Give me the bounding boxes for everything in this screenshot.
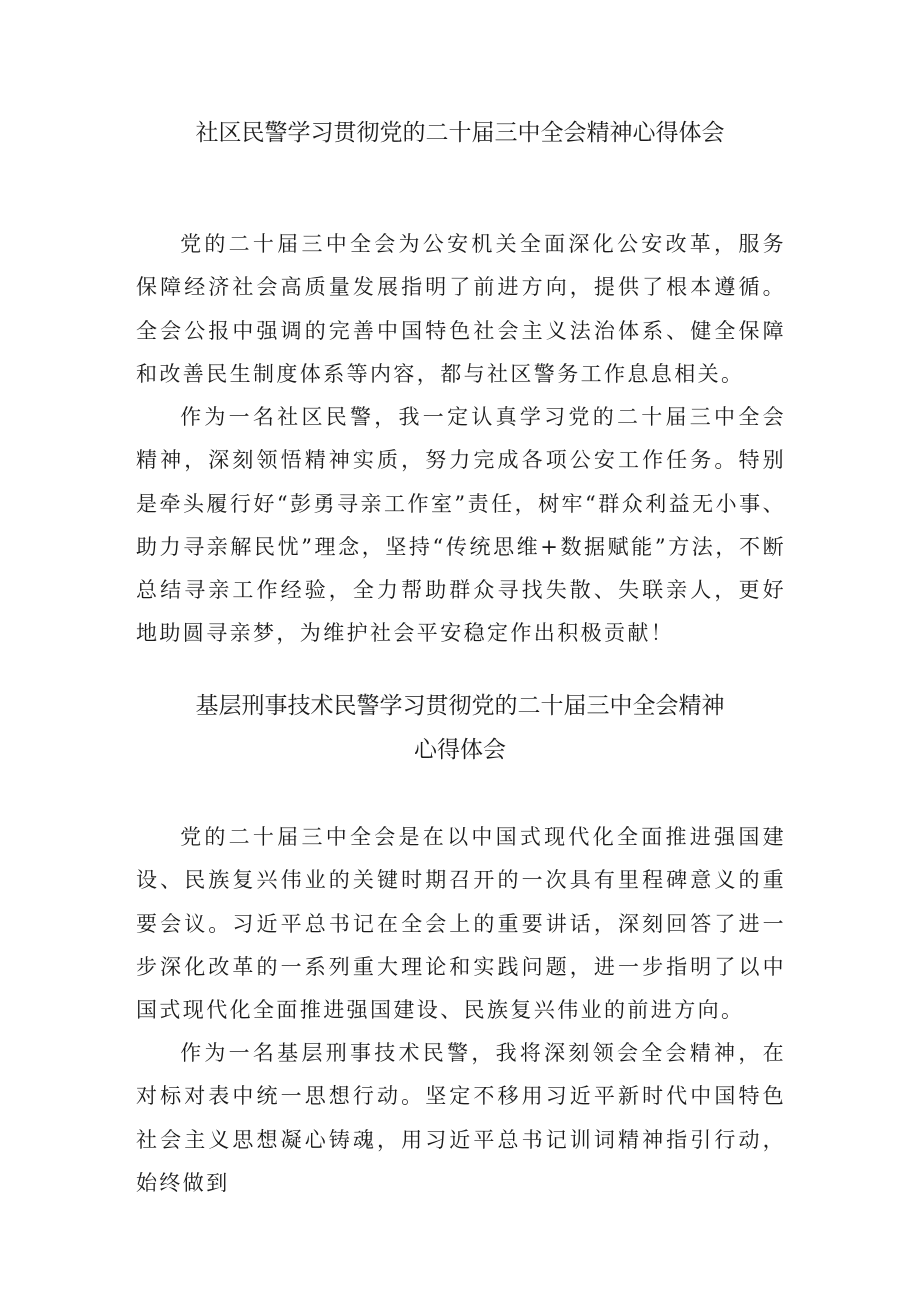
article2-title-line1: 基层刑事技术民警学习贯彻党的二十届三中全会精神 [195, 693, 725, 719]
article2-title-line2: 心得体会 [414, 737, 506, 763]
article1-paragraph-1: 党的二十届三中全会为公安机关全面深化公安改革，服务保障经济社会高质量发展指明了前进方向，提供了根本遵循。全会公报中强调的完善中国特色社会主义法治体系、健全保障和改善民生制度体系等内容，都与社区警务工作息息相关。 [136, 232, 786, 386]
article2-title [140, 684, 780, 772]
article2-paragraph-1: 党的二十届三中全会是在以中国式现代化全面推进强国建设、民族复兴伟业的关键时期召开的一次具有里程碑意义的重要会议。习近平总书记在全会上的重要讲话，深刻回答了进一步深化改革的一系列重大理论和实践问题，进一步指明了以中国式现代化全面推进强国建设、民族复兴伟业的前进方向。 [136, 825, 786, 1023]
article1-title-text: 社区民警学习贯彻党的二十届三中全会精神心得体会 [195, 120, 725, 146]
article1-title [140, 111, 780, 155]
article1-paragraph-2: 作为一名社区民警，我一定认真学习党的二十届三中全会精神，深刻领悟精神实质，努力完成各项公安工作任务。特别是牵头履行好“彭勇寻亲工作室”责任，树牢“群众利益无小事、助力寻亲解民忧”理念，坚持“传统思维+数据赋能”方法，不断总结寻亲工作经验，全力帮助群众寻找失散、失联亲人，更好地助圆寻亲梦，为维护社会平安稳定作出积极贡献！ [136, 405, 786, 646]
article2-paragraph-2: 作为一名基层刑事技术民警，我将深刻领会全会精神，在对标对表中统一思想行动。坚定不移用习近平新时代中国特色社会主义思想凝心铸魂，用习近平总书记训词精神指引行动，始终做到 [136, 1041, 786, 1195]
